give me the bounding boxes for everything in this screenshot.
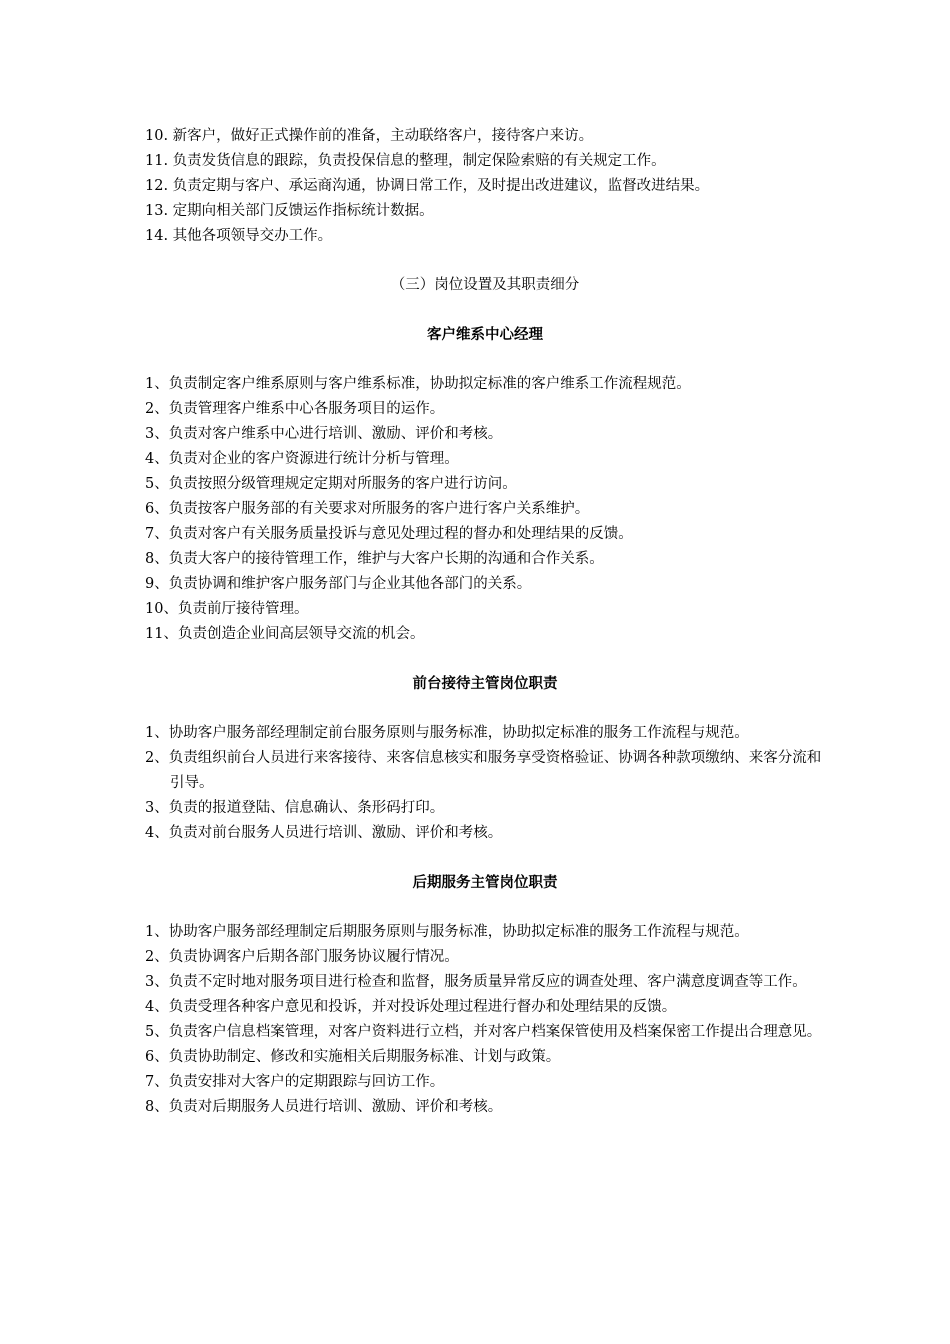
- list-item: 12. 负责定期与客户、承运商沟通，协调日常工作，及时提出改进建议，监督改进结果。: [145, 178, 710, 194]
- manager-heading: 客户维系中心经理: [427, 326, 543, 343]
- list-item: 8、负责对后期服务人员进行培训、激励、评价和考核。: [145, 1099, 503, 1115]
- list-item: 11. 负责发货信息的跟踪，负责投保信息的整理，制定保险索赔的有关规定工作。: [145, 153, 666, 169]
- manager-duty-list: [145, 372, 825, 647]
- list-item: 4、负责对前台服务人员进行培训、激励、评价和考核。: [145, 825, 503, 841]
- after-service-heading: 后期服务主管岗位职责: [412, 874, 558, 891]
- list-item: 2、负责组织前台人员进行来客接待、来客信息核实和服务享受资格验证、协调各种款项缴纳、来客分流和引导。: [145, 750, 822, 791]
- list-item: 13. 定期向相关部门反馈运作指标统计数据。: [145, 203, 434, 219]
- list-item: 8、负责大客户的接待管理工作，维护与大客户长期的沟通和合作关系。: [145, 551, 604, 567]
- list-item: 10、负责前厅接待管理。: [145, 601, 309, 617]
- reception-duty-list: [145, 721, 825, 846]
- list-item: 2、负责管理客户维系中心各服务项目的运作。: [145, 401, 445, 417]
- after-service-duty-list: [145, 920, 825, 1120]
- list-item: 2、负责协调客户后期各部门服务协议履行情况。: [145, 949, 459, 965]
- list-item: 1、协助客户服务部经理制定后期服务原则与服务标准，协助拟定标准的服务工作流程与规范。: [145, 924, 749, 940]
- section-title: （三）岗位设置及其职责细分: [390, 277, 580, 293]
- list-item: 7、负责对客户有关服务质量投诉与意见处理过程的督办和处理结果的反馈。: [145, 526, 633, 542]
- document-body: [145, 124, 825, 1120]
- list-item: 9、负责协调和维护客户服务部门与企业其他各部门的关系。: [145, 576, 532, 592]
- list-item: 14. 其他各项领导交办工作。: [145, 228, 333, 244]
- list-item: 1、负责制定客户维系原则与客户维系标准，协助拟定标准的客户维系工作流程规范。: [145, 376, 691, 392]
- list-item: 10. 新客户，做好正式操作前的准备，主动联络客户，接待客户来访。: [145, 128, 594, 144]
- list-item: 5、负责客户信息档案管理，对客户资料进行立档，并对客户档案保管使用及档案保密工作提出合理意见。: [145, 1024, 822, 1040]
- list-item: 3、负责的报道登陆、信息确认、条形码打印。: [145, 800, 445, 816]
- list-item: 4、负责对企业的客户资源进行统计分析与管理。: [145, 451, 459, 467]
- list-item: 4、负责受理各种客户意见和投诉，并对投诉处理过程进行督办和处理结果的反馈。: [145, 999, 677, 1015]
- list-item: 3、负责对客户维系中心进行培训、激励、评价和考核。: [145, 426, 503, 442]
- list-item: 7、负责安排对大客户的定期跟踪与回访工作。: [145, 1074, 445, 1090]
- list-item: 1、协助客户服务部经理制定前台服务原则与服务标准，协助拟定标准的服务工作流程与规范。: [145, 725, 749, 741]
- list-item: 6、负责协助制定、修改和实施相关后期服务标准、计划与政策。: [145, 1049, 561, 1065]
- list-item: 11、负责创造企业间高层领导交流的机会。: [145, 626, 425, 642]
- intro-list: [145, 124, 825, 249]
- list-item: 6、负责按客户服务部的有关要求对所服务的客户进行客户关系维护。: [145, 501, 590, 517]
- list-item: 3、负责不定时地对服务项目进行检查和监督，服务质量异常反应的调查处理、客户满意度调查等工作。: [145, 974, 807, 990]
- list-item: 5、负责按照分级管理规定定期对所服务的客户进行访问。: [145, 476, 517, 492]
- reception-heading: 前台接待主管岗位职责: [412, 675, 558, 692]
